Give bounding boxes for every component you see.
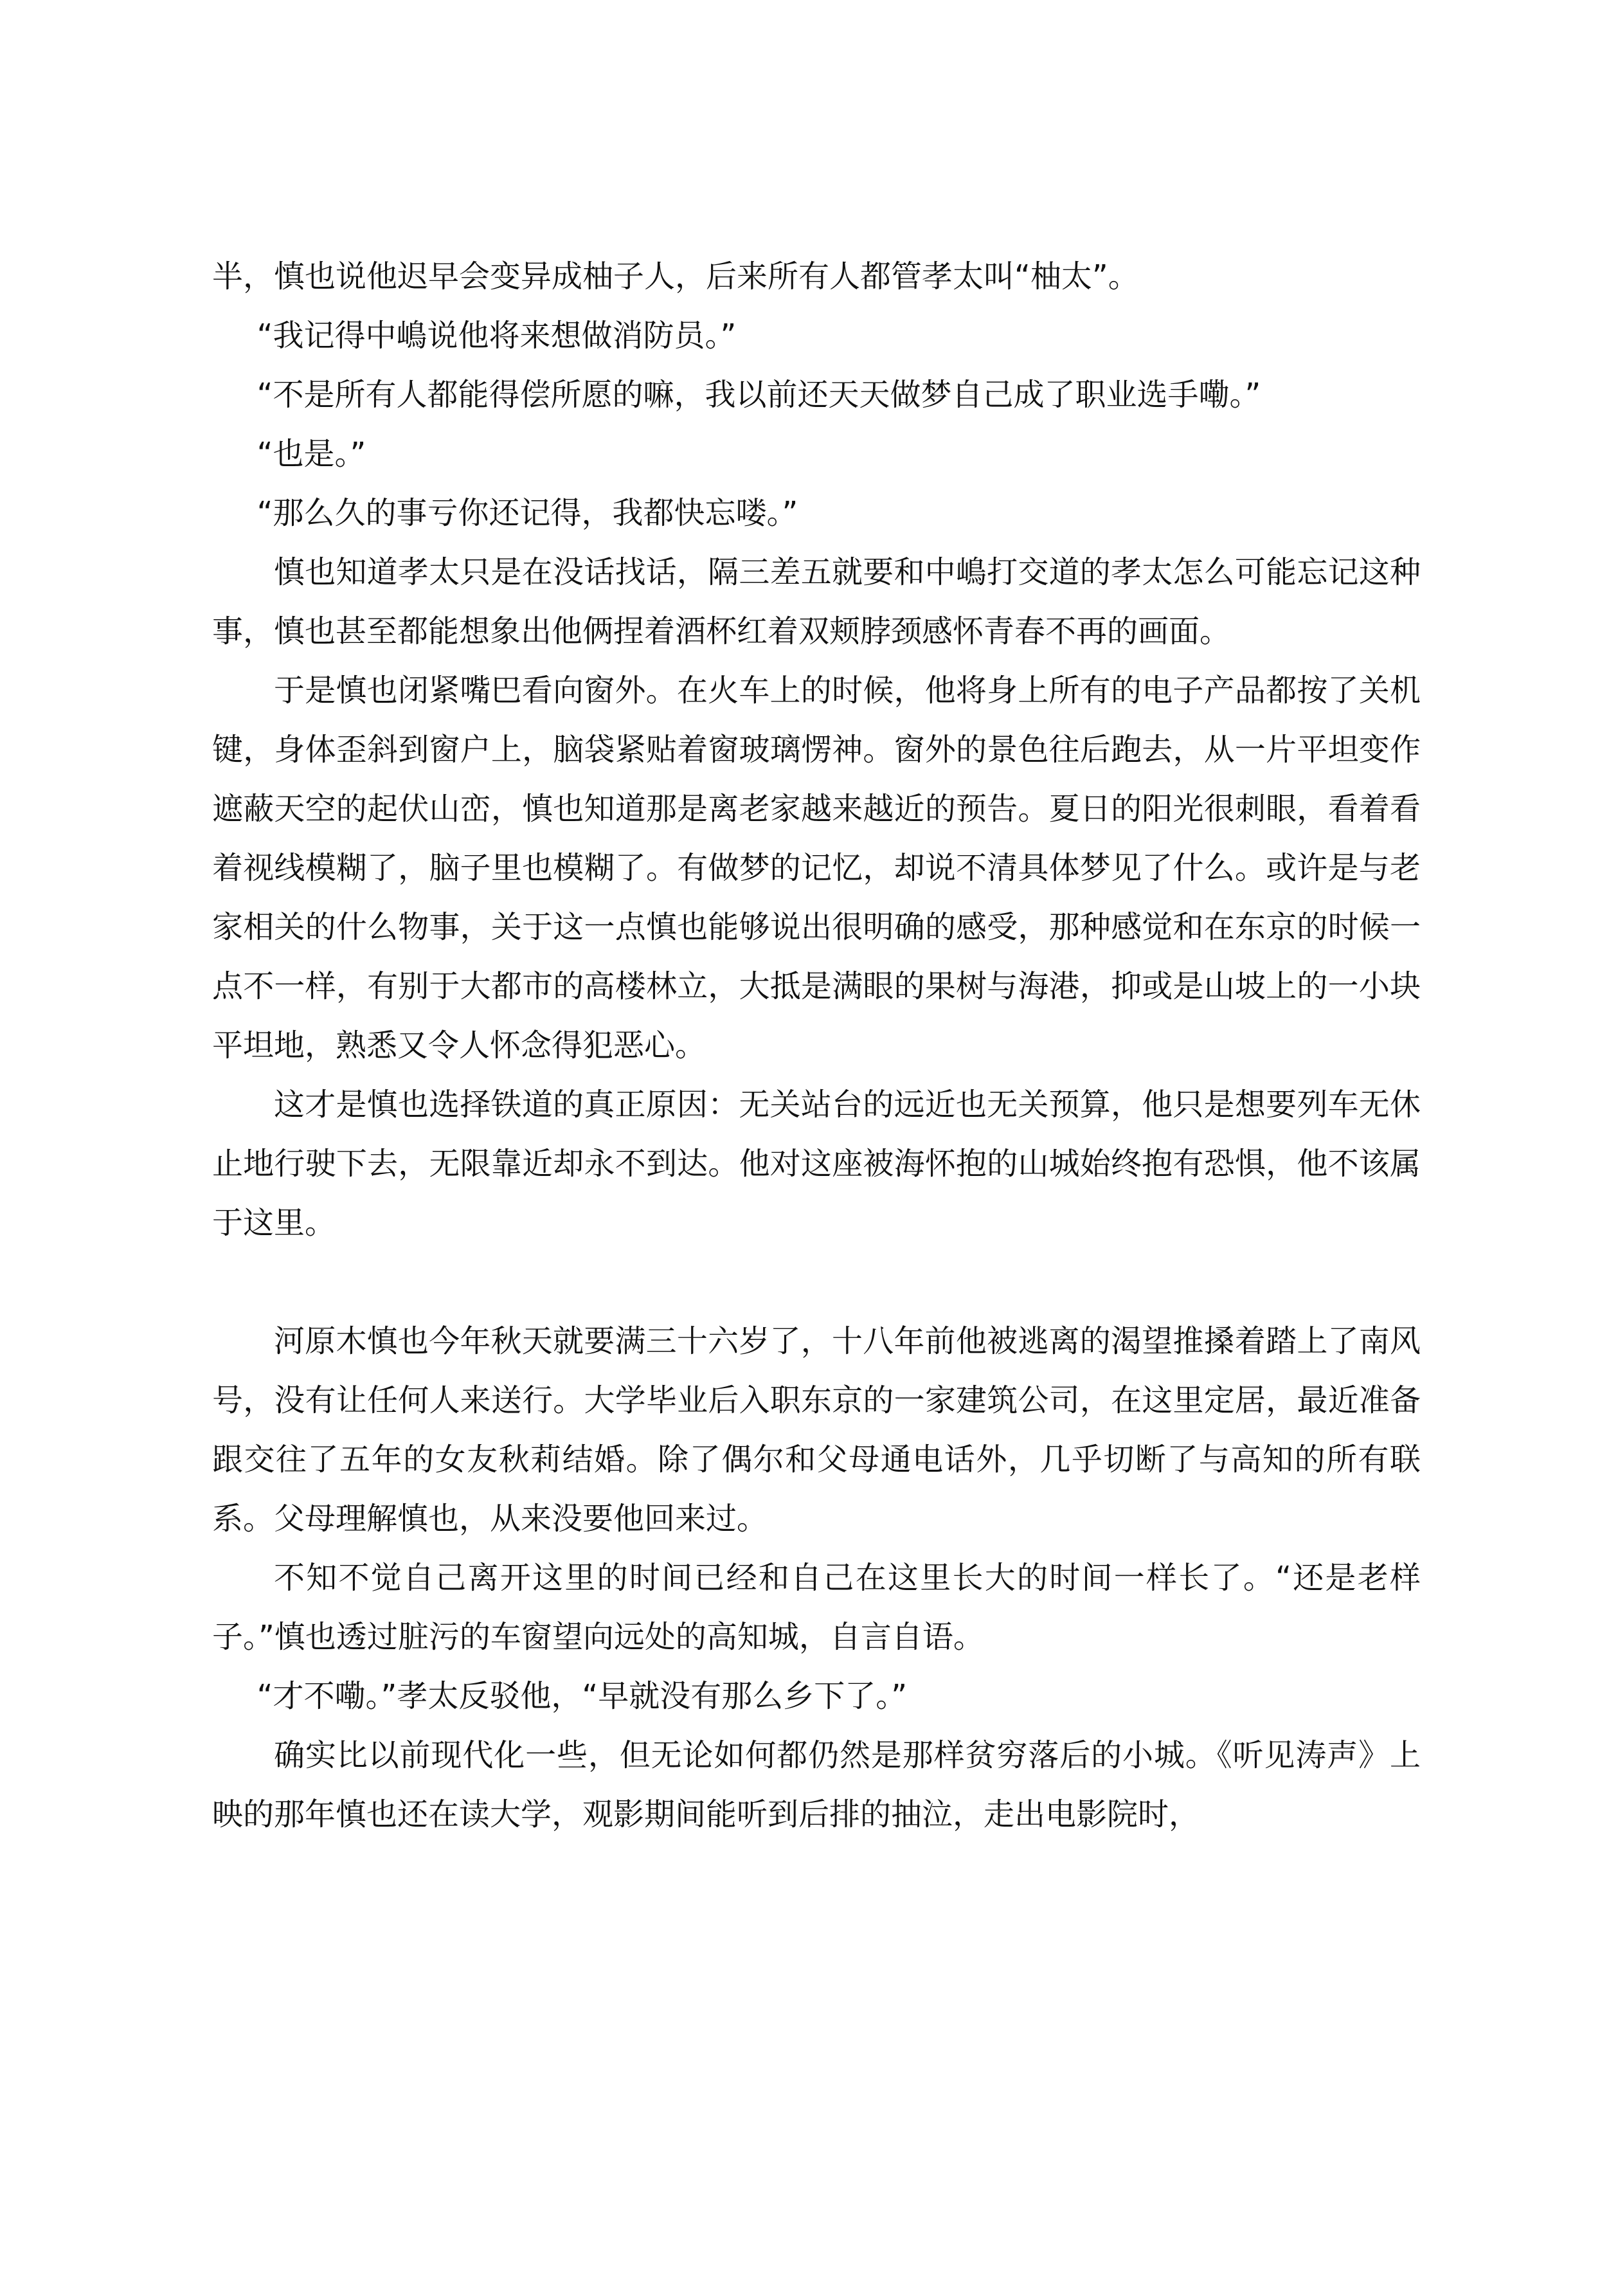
document-page: [212, 247, 1421, 1844]
dialogue-line: “也是。”: [256, 436, 366, 472]
paragraph: 这才是慎也选择铁道的真正原因：无关站台的远近也无关预算，他只是想要列车无休止地行驶下去，无限靠近却永不到达。他对这座被海怀抱的山城始终抱有恐惧，他不该属于这里。: [212, 1087, 1421, 1241]
section-break: [212, 1252, 1421, 1312]
paragraph: 半，慎也说他迟早会变异成柚子人，后来所有人都管孝太叫“柚太”。: [212, 258, 1139, 294]
dialogue-line: “不是所有人都能得偿所愿的嘛，我以前还天天做梦自己成了职业选手嘞。”: [256, 377, 1261, 413]
dialogue-line: “我记得中嶋说他将来想做消防员。”: [256, 318, 737, 354]
paragraph: 不知不觉自己离开这里的时间已经和自己在这里长大的时间一样长了。“还是老样子。”慎也透过脏污的车窗望向远处的高知城，自言自语。: [212, 1560, 1421, 1655]
paragraph: 河原木慎也今年秋天就要满三十六岁了，十八年前他被逃离的渴望推搡着踏上了南风号，没有让任何人来送行。大学毕业后入职东京的一家建筑公司，在这里定居，最近准备跟交往了五年的女友秋莉结婚。除了偶尔和父母通电话外，几乎切断了与高知的所有联系。父母理解慎也，从来没要他回来过。: [212, 1323, 1421, 1537]
dialogue-line: “那么久的事亏你还记得，我都快忘喽。”: [256, 495, 798, 531]
paragraph: 确实比以前现代化一些，但无论如何都仍然是那样贫穷落后的小城。《听见涛声》上映的那年慎也还在读大学，观影期间能听到后排的抽泣，走出电影院时，: [212, 1737, 1421, 1832]
paragraph: 慎也知道孝太只是在没话找话，隔三差五就要和中嶋打交道的孝太怎么可能忘记这种事，慎也甚至都能想象出他俩捏着酒杯红着双颊脖颈感怀青春不再的画面。: [212, 554, 1421, 649]
dialogue-line: “才不嘞。”孝太反驳他，“早就没有那么乡下了。”: [256, 1678, 908, 1714]
paragraph: 于是慎也闭紧嘴巴看向窗外。在火车上的时候，他将身上所有的电子产品都按了关机键，身体歪斜到窗户上，脑袋紧贴着窗玻璃愣神。窗外的景色往后跑去，从一片平坦变作遮蔽天空的起伏山峦，慎也知道那是离老家越来越近的预告。夏日的阳光很刺眼，看着看着视线模糊了，脑子里也模糊了。有做梦的记忆，却说不清具体梦见了什么。或许是与老家相关的什么物事，关于这一点慎也能够说出很明确的感受，那种感觉和在东京的时候一点不一样，有别于大都市的高楼林立，大抵是满眼的果树与海港，抑或是山坡上的一小块平坦地，熟悉又令人怀念得犯恶心。: [212, 673, 1421, 1063]
